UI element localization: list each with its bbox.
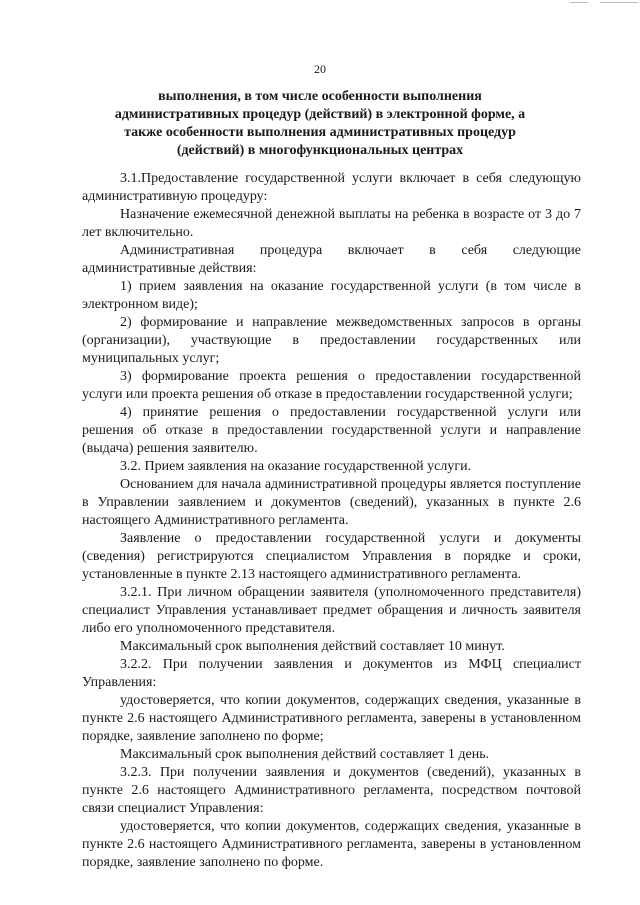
title-line: (действий) в многофункциональных центрах: [176, 143, 464, 158]
title-line: выполнения, в том числе особенности выполнения: [158, 89, 482, 104]
title-line: административных процедур (действий) в электронной форме, а: [114, 107, 526, 122]
scan-artifact: [570, 0, 640, 6]
section-title: [100, 88, 540, 160]
paragraph: удостоверяется, что копии документов, содержащих сведения, указанные в пункте 2.6 настоящего Административного регламента, заверены в установленном порядке, заявление заполнено по форме;: [82, 693, 581, 744]
list-item: 4) принятие решения о предоставлении государственной услуги или решения об отказе в предоставлении государственной услуги и направление (выдача) решения заявителю.: [82, 405, 581, 456]
paragraph: 3.2.2. При получении заявления и документов из МФЦ специалист Управления:: [82, 657, 581, 690]
paragraph: 3.2.3. При получении заявления и документов (сведений), указанных в пункте 2.6 настоящего Административного регламента, посредством почтовой связи специалист Управления:: [82, 765, 581, 816]
paragraph: Максимальный срок выполнения действий составляет 10 минут.: [120, 639, 505, 654]
document-body: [82, 170, 581, 872]
list-item: 2) формирование и направление межведомственных запросов в органы (организации), участвующие в предоставлении государственных или муниципальных услуг;: [82, 315, 581, 366]
list-item: 3) формирование проекта решения о предоставлении государственной услуги или проекта решения об отказе в предоставлении государственной услуги;: [82, 369, 581, 402]
paragraph: Заявление о предоставлении государственной услуги и документы (сведения) регистрируются специалистом Управления в порядке и сроки, установленные в пункте 2.13 настоящего административного регламента.: [82, 531, 581, 582]
paragraph: 3.2. Прием заявления на оказание государственной услуги.: [120, 459, 472, 474]
paragraph: Административная процедура включает в себя следующие административные действия:: [82, 243, 581, 276]
paragraph: 3.1.Предоставление государственной услуги включает в себя следующую административную процедуру:: [82, 171, 581, 204]
paragraph: 3.2.1. При личном обращении заявителя (уполномоченного представителя) специалист Управления устанавливает предмет обращения и личность заявителя либо его уполномоченного представителя.: [82, 585, 581, 636]
paragraph: Максимальный срок выполнения действий составляет 1 день.: [120, 747, 490, 762]
paragraph: Назначение ежемесячной денежной выплаты на ребенка в возрасте от 3 до 7 лет включительно.: [82, 207, 581, 240]
list-item: 1) прием заявления на оказание государственной услуги (в том числе в электронном виде);: [82, 279, 581, 312]
page-number: 20: [314, 62, 326, 76]
paragraph: удостоверяется, что копии документов, содержащих сведения, указанные в пункте 2.6 настоящего Административного регламента, заверены в установленном порядке, заявление заполнено по форме.: [82, 819, 581, 870]
paragraph: Основанием для начала административной процедуры является поступление в Управлении заявлением и документов (сведений), указанных в пункте 2.6 настоящего Административного регламента.: [82, 477, 581, 528]
title-line: также особенности выполнения административных процедур: [124, 125, 516, 140]
